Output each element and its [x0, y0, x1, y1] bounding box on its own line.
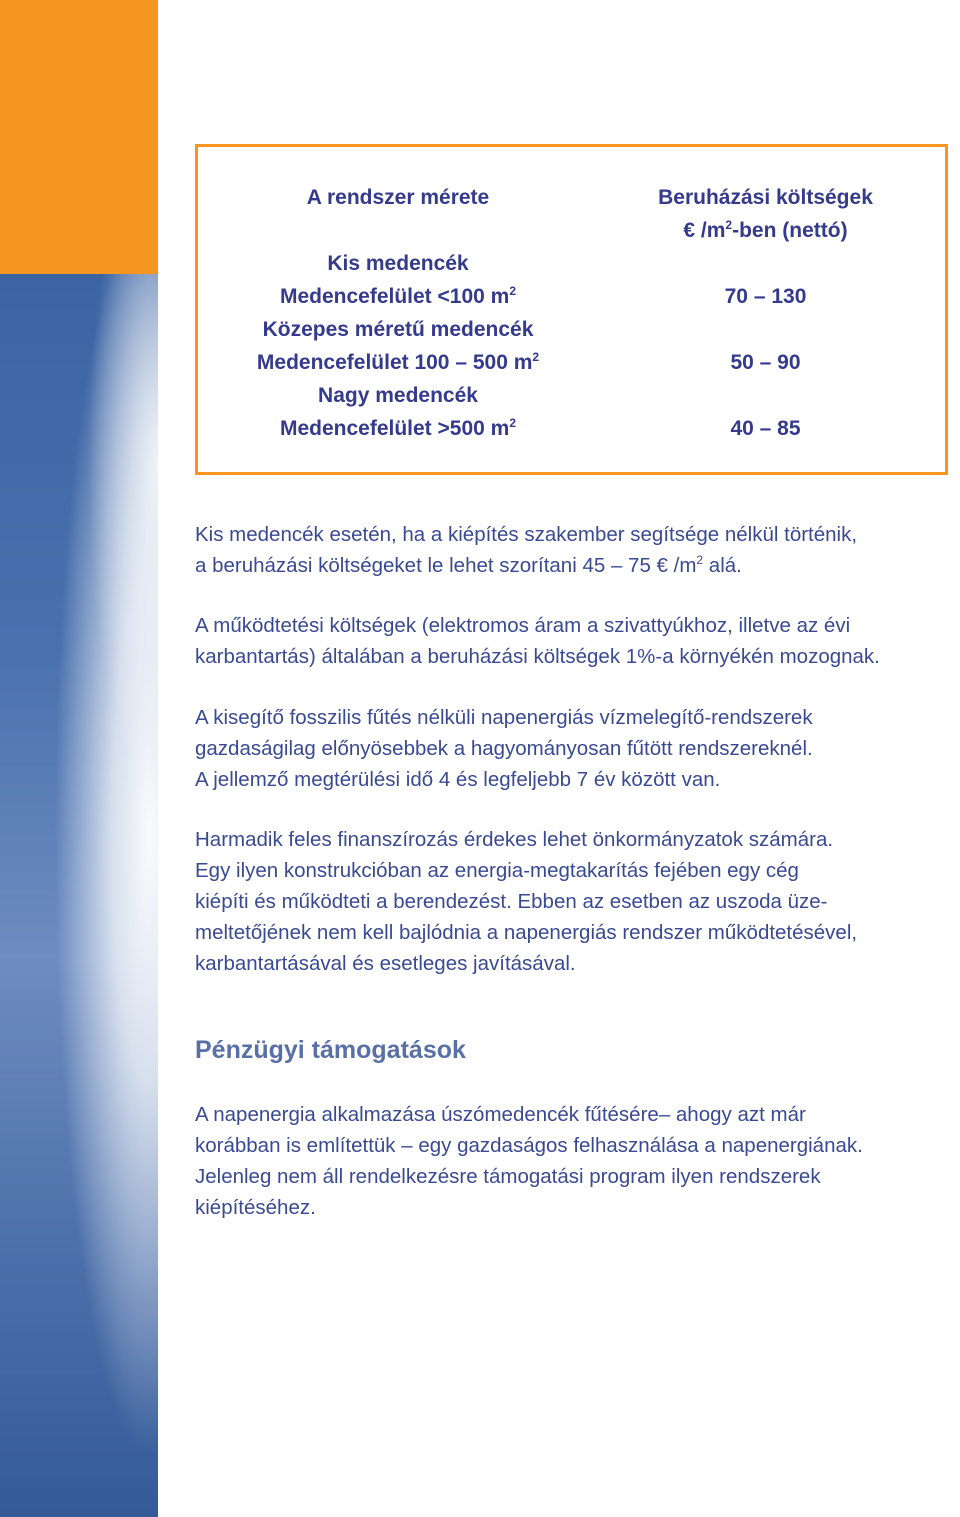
text-line: A kisegítő fosszilis fűtés nélküli napenergiás vízmelegítő-rendszerek: [195, 706, 813, 729]
text-line: karbantartásával és esetleges javításával.: [195, 952, 576, 975]
text-line: korábban is említettük – egy gazdaságos felhasználása a napenergiának.: [195, 1134, 863, 1157]
row-medium-area: Medencefelület 100 – 500 $m^2$: [256, 350, 540, 374]
paragraph-third-party-financing: [195, 824, 955, 979]
row-small-name: Kis medencék: [327, 252, 469, 275]
row-medium-cost: 50 – 90: [730, 351, 801, 374]
sidebar-orange-band: [0, 0, 158, 274]
text-line: Harmadik feles finanszírozás érdekes lehet önkormányzatok számára.: [195, 828, 834, 851]
text-line: meltetőjének nem kell bajlódnia a napenergiás rendszer működtetésével,: [195, 921, 858, 944]
text-line: A jellemző megtérülési idő 4 és legfeljebb 7 év között van.: [195, 768, 721, 791]
text-line: A napenergia alkalmazása úszómedencék fűtésére– ahogy azt már: [195, 1103, 806, 1126]
text-line: gazdaságilag előnyösebbek a hagyományosan fűtött rendszereknél.: [195, 737, 813, 760]
text-line: kiépíti és működteti a berendezést. Ebben az esetben az uszoda üze-: [195, 890, 828, 913]
row-medium-name: Közepes méretű medencék: [262, 318, 534, 341]
row-large-name: Nagy medencék: [318, 384, 478, 407]
table-header-cost: Beruházási költségek: [658, 186, 873, 209]
text-line: A működtetési költségek (elektromos áram a szivattyúkhoz, illetve az évi: [195, 614, 851, 637]
paragraph-financial-support: [195, 1099, 955, 1223]
text-line: Kis medencék esetén, ha a kiépítés szakember segítsége nélkül történik,: [195, 523, 858, 546]
section-heading-financial-support: Pénzügyi támogatások: [195, 1036, 466, 1064]
cost-table: [195, 144, 948, 475]
text-line: kiépítéséhez.: [195, 1196, 316, 1219]
table-header-cost-unit: € $/m^2$-ben (nettó): [683, 218, 848, 242]
sidebar-blue-band: [0, 274, 158, 1517]
text-line: karbantartás) általában a beruházási költségek 1%-a környékén mozognak.: [195, 645, 880, 668]
row-small-area: Medencefelület <100 $m^2$: [279, 284, 517, 308]
paragraph-small-pools: [195, 519, 955, 581]
row-small-cost: 70 – 130: [724, 285, 807, 308]
row-large-area: Medencefelület >500 $m^2$: [279, 416, 517, 440]
text-line: Egy ilyen konstrukcióban az energia-megtakarítás fejében egy cég: [195, 859, 799, 882]
text-line: Jelenleg nem áll rendelkezésre támogatási program ilyen rendszerek: [195, 1165, 821, 1188]
paragraph-operating-costs: [195, 610, 955, 672]
text-line: a beruházási költségeket le lehet szorítani 45 – 75 € $/m^2$ alá.: [195, 553, 742, 577]
row-large-cost: 40 – 85: [730, 417, 801, 440]
paragraph-payback: [195, 702, 955, 795]
table-header-size: A rendszer mérete: [306, 186, 490, 209]
